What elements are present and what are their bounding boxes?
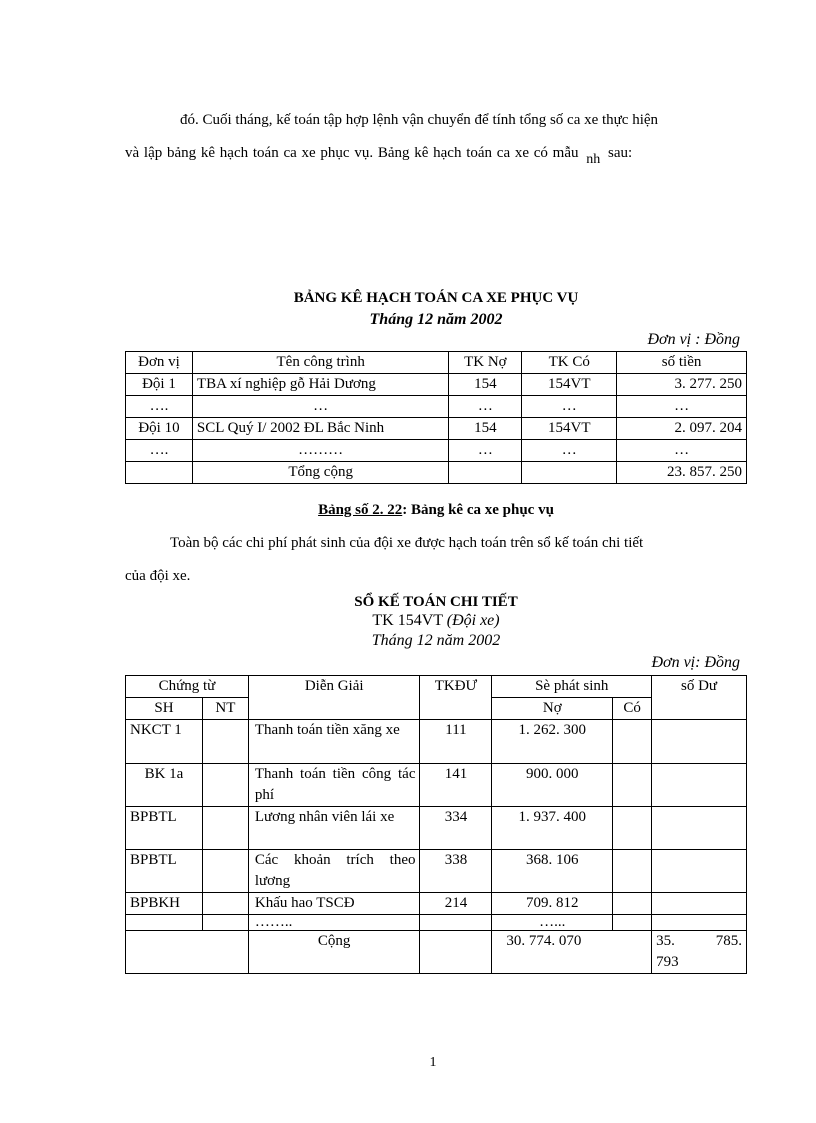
table-cell: TBA xí nghiệp gỗ Hải Dương (192, 374, 449, 396)
caption-text: : Bảng kê ca xe phục vụ (402, 502, 554, 518)
table2-header-cell: Sè phát sinh (492, 676, 652, 698)
table-cell: Thanh toán tiền công tác phí (248, 764, 420, 807)
table-cell: 334 (420, 807, 492, 850)
table-cell (613, 893, 652, 915)
table-cell (202, 850, 248, 893)
table-row (126, 396, 747, 418)
intro-line-1: đó. Cuối tháng, kế toán tập hợp lệnh vận chuyển để tính tổng số ca xe thực hiện (180, 112, 659, 128)
intro-line-2: và lập bảng kê hạch toán ca xe phục vụ. Bảng kê hạch toán ca xe có mẫu nh sau: (125, 145, 633, 167)
table-cell (613, 807, 652, 850)
table-cell: Đội 10 (126, 418, 193, 440)
table-cell (652, 764, 747, 807)
table1-title: BẢNG KÊ HẠCH TOÁN CA XE PHỤC VỤ (293, 290, 579, 306)
table-cell: 141 (420, 764, 492, 807)
table2-header-cell: NT (202, 698, 248, 720)
table1-header-cell: TK Nợ (449, 352, 522, 374)
table1-header-cell: Tên công trình (192, 352, 449, 374)
table-cell (202, 764, 248, 807)
table-cell (126, 462, 193, 484)
para2-line-1: Toàn bộ các chi phí phát sinh của đội xe được hạch toán trên sổ kế toán chi tiết (170, 535, 644, 551)
table2-subtitle: TK 154VT (Đội xe) (372, 612, 500, 629)
table-cell: …….. (248, 915, 420, 931)
table-cell (202, 893, 248, 915)
table1-header-cell: TK Có (522, 352, 617, 374)
page-number: 1 (429, 1055, 437, 1070)
table-cell: BPBTL (126, 850, 203, 893)
table-cell (652, 893, 747, 915)
table-cell: Các khoản trích theo lương (248, 850, 420, 893)
table-cell (420, 915, 492, 931)
intro-subscript: nh (586, 152, 601, 167)
table-cell (420, 931, 492, 974)
table-row (126, 893, 747, 915)
table-cell: NKCT 1 (126, 720, 203, 764)
table2-header-cell: TKĐƯ (420, 676, 492, 720)
table-cell (202, 807, 248, 850)
table-cell (613, 764, 652, 807)
table-cell: …... (492, 915, 613, 931)
table1-header-cell: Đơn vị (126, 352, 193, 374)
table2-total-du: 35. 785. 793 (652, 931, 747, 974)
table-cell (202, 915, 248, 931)
para2-line-2: của đội xe. (125, 568, 191, 584)
table2-unit: Đơn vị: Đồng (651, 654, 740, 671)
table1-unit: Đơn vị : Đồng (647, 331, 740, 348)
table2-total-no: 30. 774. 070 (492, 931, 652, 974)
table-cell (522, 462, 617, 484)
table2-header-cell: Có (613, 698, 652, 720)
table-cell: 154VT (522, 374, 617, 396)
table-cell: BPBTL (126, 807, 203, 850)
table-cell: … (449, 396, 522, 418)
table-cell: …. (126, 440, 193, 462)
table-cell: 154VT (522, 418, 617, 440)
table-cell (613, 850, 652, 893)
caption-label: Bảng số 2. 22 (318, 502, 403, 518)
table-cell (652, 720, 747, 764)
table-row (126, 720, 747, 764)
table-cell (126, 915, 203, 931)
table-cell: … (192, 396, 449, 418)
table-row (126, 915, 747, 931)
table-cell (613, 915, 652, 931)
table2-header-cell: SH (126, 698, 203, 720)
table2-title: SỔ KẾ TOÁN CHI TIẾT (354, 594, 518, 610)
table2-header-cell: Chứng từ (126, 676, 249, 698)
table1-total-value: 23. 857. 250 (617, 462, 747, 484)
table-cell (652, 807, 747, 850)
table1-subtitle: Tháng 12 năm 2002 (369, 311, 503, 328)
table-cell (613, 720, 652, 764)
table-cell: … (617, 396, 747, 418)
table-cell: … (522, 396, 617, 418)
table-row (126, 850, 747, 893)
table2-total-label: Cộng (248, 931, 420, 974)
table-cell: … (522, 440, 617, 462)
table-cell: … (617, 440, 747, 462)
table2-header-cell: số Dư (652, 676, 747, 720)
table-cell: 2. 097. 204 (617, 418, 747, 440)
table-cell: BK 1a (126, 764, 203, 807)
table-row (126, 807, 747, 850)
table2-total-row (126, 931, 747, 974)
table1-total-label: Tổng cộng (192, 462, 449, 484)
table1 (125, 351, 747, 484)
table-cell: … (449, 440, 522, 462)
table-cell: 1. 262. 300 (492, 720, 613, 764)
table-cell: 368. 106 (492, 850, 613, 893)
table-cell: 709. 812 (492, 893, 613, 915)
table-cell: 154 (449, 374, 522, 396)
table1-header-row (126, 352, 747, 374)
table-cell (202, 720, 248, 764)
table-cell: Thanh toán tiền xăng xe (248, 720, 420, 764)
table-cell: BPBKH (126, 893, 203, 915)
body-paragraph (125, 527, 742, 593)
table-cell: 338 (420, 850, 492, 893)
table-cell: 900. 000 (492, 764, 613, 807)
table-cell (652, 915, 747, 931)
table1-total-row (126, 462, 747, 484)
table-cell: ……… (192, 440, 449, 462)
table1-caption (125, 502, 747, 519)
table2-month: Tháng 12 năm 2002 (371, 632, 501, 649)
table-cell: Lương nhân viên lái xe (248, 807, 420, 850)
table-row (126, 418, 747, 440)
table2 (125, 675, 747, 974)
table-cell: …. (126, 396, 193, 418)
table-cell: SCL Quý I/ 2002 ĐL Bắc Ninh (192, 418, 449, 440)
table-cell: Đội 1 (126, 374, 193, 396)
table2-header-cell: Diễn Giải (248, 676, 420, 720)
table-cell (126, 931, 249, 974)
table-cell (652, 850, 747, 893)
table2-header-cell: Nợ (492, 698, 613, 720)
table1-header-cell: số tiền (617, 352, 747, 374)
table-cell: 154 (449, 418, 522, 440)
table-cell: 111 (420, 720, 492, 764)
table-row (126, 764, 747, 807)
table2-header-row (126, 676, 747, 698)
table-row (126, 440, 747, 462)
table-cell: Khấu hao TSCĐ (248, 893, 420, 915)
table-cell: 3. 277. 250 (617, 374, 747, 396)
intro-paragraph (125, 104, 742, 170)
table-row (126, 374, 747, 396)
table-cell (449, 462, 522, 484)
table-cell: 214 (420, 893, 492, 915)
table-cell: 1. 937. 400 (492, 807, 613, 850)
